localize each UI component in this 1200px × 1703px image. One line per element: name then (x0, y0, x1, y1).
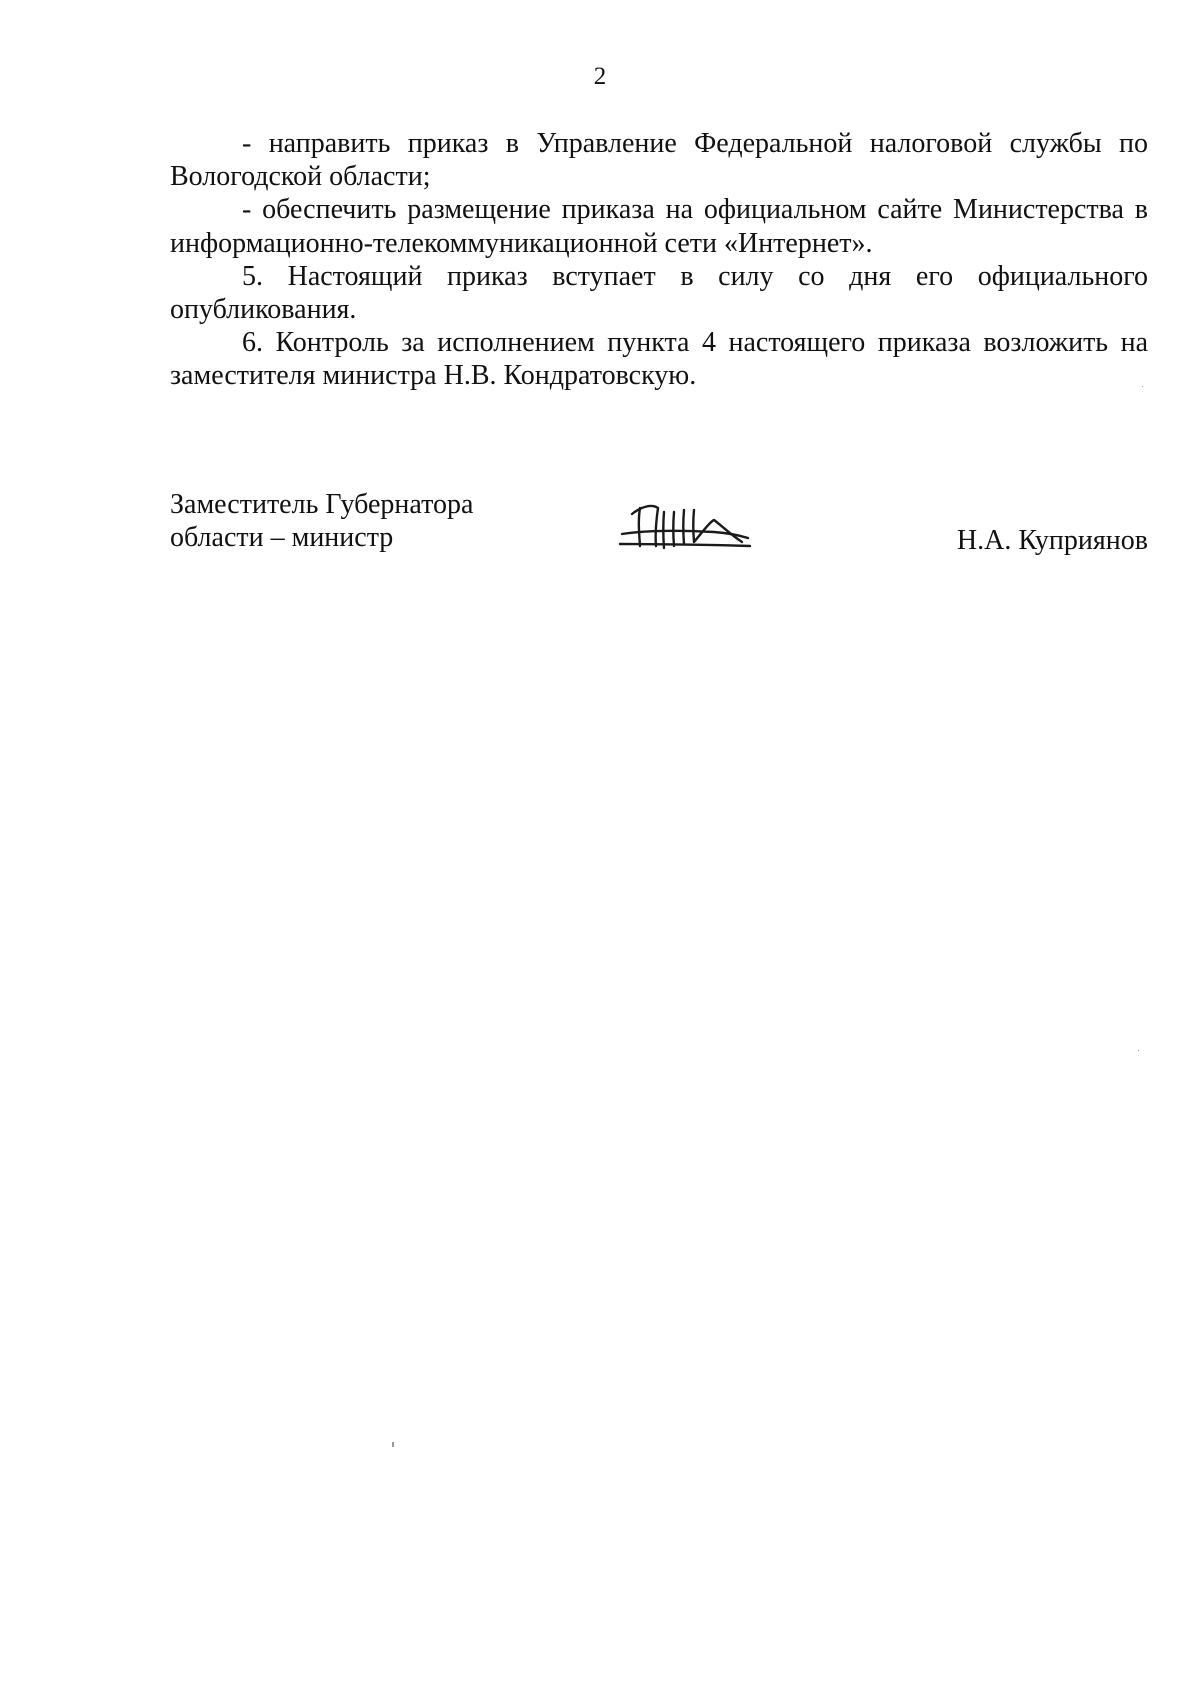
scan-speck (392, 1442, 394, 1447)
scan-speck (1142, 386, 1143, 387)
paragraph-send-order: - направить приказ в Управление Федеральной налоговой службы по Вологодской области; (170, 128, 1148, 193)
signer-title-line-2: области – министр (170, 522, 394, 553)
signer-title-line-1: Заместитель Губернатора (170, 489, 474, 520)
handwritten-signature-icon (618, 500, 752, 560)
paragraph-item-5: 5. Настоящий приказ вступает в силу со дня его официального опубликования. (170, 260, 1148, 326)
paragraph-publish-website: - обеспечить размещение приказа на официальном сайте Министерства в информационно-телекоммуникационной сети «Интернет». (170, 194, 1148, 259)
signature-block (170, 488, 1148, 568)
document-body (170, 127, 1148, 393)
scan-speck (1138, 1050, 1139, 1051)
signer-name: Н.А. Куприянов (956, 525, 1148, 556)
signer-title (170, 488, 473, 554)
page-number: 2 (593, 63, 607, 90)
paragraph-item-6: 6. Контроль за исполнением пункта 4 настоящего приказа возложить на заместителя министра Н.В. Кондратовскую. (170, 327, 1148, 392)
